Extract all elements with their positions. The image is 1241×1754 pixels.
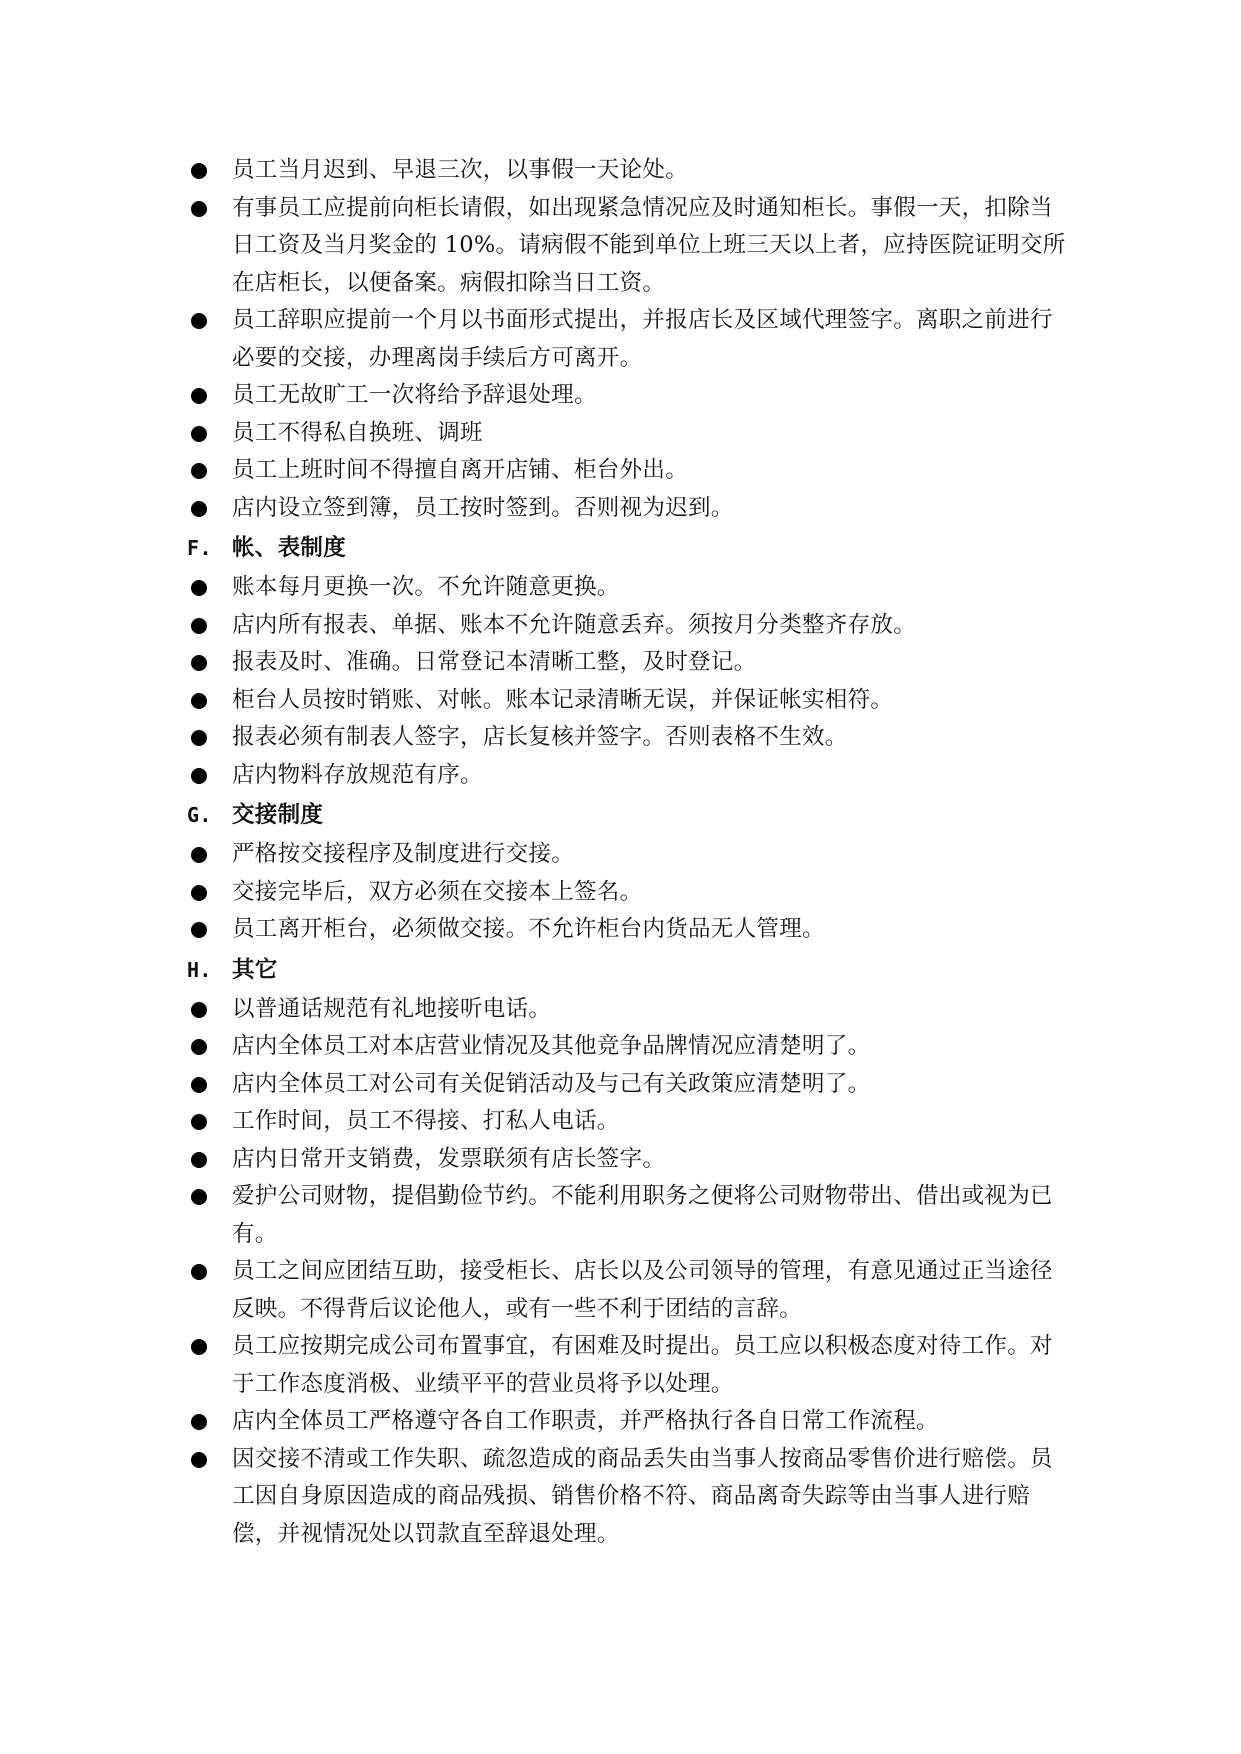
list-item — [187, 452, 1067, 490]
list-item-text: 以普通话规范有礼地接听电话。 — [232, 995, 552, 1022]
bullet-icon — [191, 426, 207, 442]
bullet-icon — [191, 313, 207, 329]
document-body — [187, 152, 1067, 1553]
list-item — [187, 302, 1067, 377]
list-item-text: 员工上班时间不得擅自离开店铺、柜台外出。 — [232, 457, 689, 483]
bullet-icon — [191, 1002, 207, 1018]
bullet-icon — [191, 1414, 207, 1430]
section-heading — [187, 949, 1067, 991]
list-item — [187, 911, 1067, 949]
section-title: 交接制度 — [232, 802, 324, 828]
bullet-icon — [191, 1452, 207, 1468]
section-letter: G. — [187, 803, 212, 827]
bullet-icon — [191, 163, 207, 179]
list-item — [187, 152, 1067, 190]
list-item-text: 员工离开柜台，必须做交接。不允许柜台内货品无人管理。 — [232, 916, 825, 942]
list-item — [187, 874, 1067, 912]
section-letter: H. — [187, 957, 212, 982]
list-item-text: 员工辞职应提前一个月以书面形式提出，并报店长及区域代理签字。离职之前进行必要的交接，办理离岗手续后方可离开。 — [232, 307, 1053, 371]
bullet-icon — [191, 885, 207, 901]
list-item-text: 交接完毕后，双方必须在交接本上签名。 — [232, 878, 643, 905]
list-item-text: 有事员工应提前向柜长请假，如出现紧急情况应及时通知柜长。事假一天，扣除当日工资及当月奖金的 10%。请病假不能到单位上班三天以上者，应持医院证明交所在店柜长，以便备案。病假扣除当日工资。 — [232, 194, 1066, 296]
list-item-text: 店内全体员工对本店营业情况及其他竞争品牌情况应清楚明了。 — [232, 1033, 871, 1059]
list-item — [187, 415, 1067, 453]
list-item — [187, 490, 1067, 528]
list-item — [187, 1253, 1067, 1328]
bullet-icon — [191, 1189, 207, 1205]
bullet-icon — [191, 501, 207, 517]
section-letter: F. — [187, 536, 212, 560]
list-item — [187, 836, 1067, 874]
bullet-icon — [191, 1152, 207, 1168]
list-item — [187, 1028, 1067, 1066]
list-item — [187, 991, 1067, 1029]
list-item — [187, 719, 1067, 757]
list-item-text: 报表必须有制表人签字，店长复核并签字。否则表格不生效。 — [232, 724, 848, 750]
list-item — [187, 377, 1067, 415]
bullet-icon — [191, 618, 207, 634]
list-item-text: 账本每月更换一次。不允许随意更换。 — [232, 574, 620, 600]
list-item-text: 因交接不清或工作失职、疏忽造成的商品丢失由当事人按商品零售价进行赔偿。员工因自身原因造成的商品残损、销售价格不符、商品离奇失踪等由当事人进行赔偿，并视情况处以罚款直至辞退处理。 — [232, 1445, 1053, 1547]
list-item — [187, 1178, 1067, 1253]
list-item-text: 员工不得私自换班、调班 — [232, 419, 483, 446]
list-item — [187, 682, 1067, 720]
list-item — [187, 1066, 1067, 1104]
bullet-icon — [191, 1077, 207, 1093]
bullet-icon — [191, 580, 207, 596]
bullet-icon — [191, 655, 207, 671]
list-item — [187, 190, 1067, 303]
list-item-text: 工作时间，员工不得接、打私人电话。 — [232, 1108, 620, 1134]
bullet-icon — [191, 847, 207, 863]
list-item-text: 店内全体员工对公司有关促销活动及与己有关政策应清楚明了。 — [232, 1070, 871, 1097]
bullet-icon — [191, 1264, 207, 1280]
section-heading — [187, 794, 1067, 836]
bullet-icon — [191, 922, 207, 938]
bullet-icon — [191, 730, 207, 746]
list-item-text: 店内设立签到簿，员工按时签到。否则视为迟到。 — [232, 494, 734, 521]
bullet-icon — [191, 1039, 207, 1055]
list-item — [187, 644, 1067, 682]
list-item-text: 柜台人员按时销账、对帐。账本记录清晰无误，并保证帐实相符。 — [232, 686, 894, 713]
section-heading — [187, 527, 1067, 569]
list-item-text: 爱护公司财物，提倡勤俭节约。不能利用职务之便将公司财物带出、借出或视为已有。 — [232, 1183, 1053, 1247]
list-item — [187, 1328, 1067, 1403]
list-item-text: 店内所有报表、单据、账本不允许随意丢弃。须按月分类整齐存放。 — [232, 611, 917, 638]
bullet-icon — [191, 463, 207, 479]
list-item — [187, 1403, 1067, 1441]
bullet-icon — [191, 768, 207, 784]
list-item-text: 员工应按期完成公司布置事宜，有困难及时提出。员工应以积极态度对待工作。对于工作态度消极、业绩平平的营业员将予以处理。 — [232, 1333, 1053, 1397]
list-item-text: 员工当月迟到、早退三次，以事假一天论处。 — [232, 157, 689, 183]
list-item-text: 员工无故旷工一次将给予辞退处理。 — [232, 382, 597, 408]
section-title: 其它 — [232, 956, 278, 983]
list-item-text: 店内全体员工严格遵守各自工作职责，并严格执行各自日常工作流程。 — [232, 1408, 939, 1434]
list-item-text: 店内日常开支销费，发票联须有店长签字。 — [232, 1145, 666, 1172]
list-item — [187, 1103, 1067, 1141]
section-title: 帐、表制度 — [232, 535, 347, 561]
bullet-icon — [191, 1339, 207, 1355]
bullet-icon — [191, 201, 207, 217]
list-item — [187, 1141, 1067, 1179]
list-item-text: 员工之间应团结互助，接受柜长、店长以及公司领导的管理，有意见通过正当途径反映。不得背后议论他人，或有一些不利于团结的言辞。 — [232, 1258, 1053, 1322]
list-item — [187, 1441, 1067, 1554]
list-item — [187, 569, 1067, 607]
list-item — [187, 757, 1067, 795]
bullet-icon — [191, 693, 207, 709]
list-item-text: 严格按交接程序及制度进行交接。 — [232, 841, 575, 867]
list-item-text: 报表及时、准确。日常登记本清晰工整，及时登记。 — [232, 649, 757, 675]
bullet-icon — [191, 1114, 207, 1130]
bullet-icon — [191, 388, 207, 404]
list-item — [187, 607, 1067, 645]
list-item-text: 店内物料存放规范有序。 — [232, 761, 483, 788]
